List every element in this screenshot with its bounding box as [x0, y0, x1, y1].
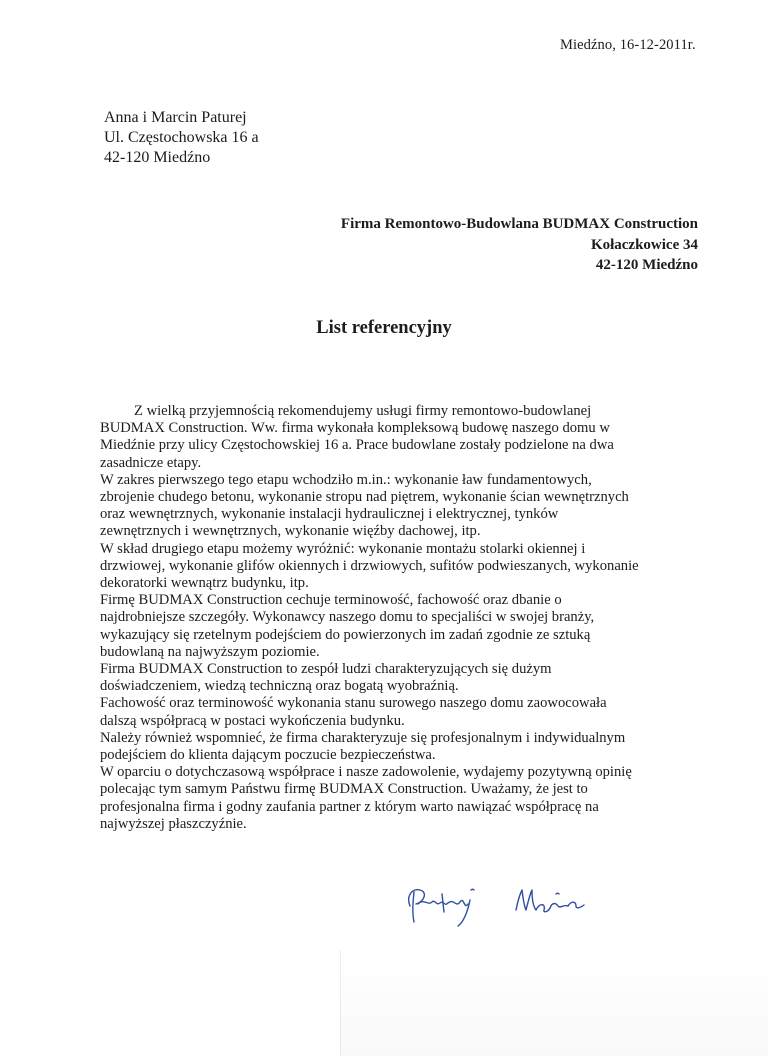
sender-address [104, 108, 259, 168]
body-line: W zakres pierwszego tego etapu wchodziło m.in.: wykonanie ław fundamentowych, [100, 471, 592, 488]
body-line: Firmę BUDMAX Construction cechuje terminowość, fachowość oraz dbanie o [100, 592, 562, 609]
letter-date: Miedźno, 16-12-2011r. [560, 37, 696, 53]
body-line: podejściem do klienta dającym poczucie bezpieczeństwa. [100, 747, 436, 764]
body-line: Z wielką przyjemnością rekomendujemy usługi firmy remontowo-budowlanej [134, 403, 592, 419]
body-line: polecając tym samym Państwu firmę BUDMAX Construction. Uważamy, że jest to [100, 781, 588, 798]
body-line: oraz wewnętrznych, wykonanie instalacji hydraulicznej i elektrycznej, tynków [100, 506, 559, 523]
body-line: wykazujący się rzetelnym podejściem do powierzonych im zadań zgodnie ze sztuką [100, 626, 591, 643]
body-line: dalszą współpracą w postaci wykończenia budynku. [100, 712, 405, 729]
body-line: zewnętrznych i wewnętrznych, wykonanie więźby dachowej, itp. [100, 523, 481, 540]
body-line: zbrojenie chudego betonu, wykonanie stropu nad piętrem, wykonanie ścian wewnętrznych [100, 489, 629, 506]
recipient-company: Firma Remontowo-Budowlana BUDMAX Construction [340, 216, 698, 232]
body-line: budowlaną na najwyższym poziomie. [100, 643, 320, 660]
body-line: W oparciu o dotychczasową współprace i nasze zadowolenie, wydajemy pozytywną opinię [100, 764, 632, 781]
sender-street: Ul. Częstochowska 16 a [104, 129, 259, 146]
letter-body [100, 403, 700, 833]
body-line: Fachowość oraz terminowość wykonania stanu surowego naszego domu zaowocowała [100, 695, 607, 712]
body-line: dekoratorki wewnątrz budynku, itp. [100, 575, 309, 592]
body-line: W skład drugiego etapu możemy wyróżnić: wykonanie montażu stolarki okiennej i [100, 540, 586, 557]
body-line: najdrobniejsze szczegóły. Wykonawcy naszego domu to specjaliści w swojej branży, [100, 609, 595, 626]
scan-edge-line [340, 950, 341, 1056]
sender-city: 42-120 Miedźno [104, 149, 211, 166]
handwritten-signature-icon [398, 876, 598, 930]
sender-name: Anna i Marcin Paturej [104, 109, 247, 126]
body-line: doświadczeniem, wiedzą techniczną oraz bogatą wyobraźnią. [100, 678, 459, 695]
body-line: profesjonalna firma i godny zaufania partner z którym warto nawiązać współpracę na [100, 798, 599, 815]
recipient-address [341, 214, 698, 276]
recipient-street: Kołaczkowice 34 [590, 236, 698, 253]
scan-shadow [340, 950, 768, 1056]
body-line: zasadnicze etapy. [100, 454, 202, 471]
body-line: Firma BUDMAX Construction to zespół ludzi charakteryzujących się dużym [100, 661, 552, 678]
body-line: drzwiowej, wykonanie glifów okiennych i drzwiowych, sufitów podwieszanych, wykonanie [100, 557, 639, 574]
recipient-city: 42-120 Miedźno [595, 257, 698, 273]
body-line: najwyższej płaszczyźnie. [100, 815, 247, 832]
letter-title: List referencyjny [316, 318, 452, 338]
body-line: BUDMAX Construction. Ww. firma wykonała kompleksową budowę naszego domu w [100, 420, 610, 437]
body-line: Należy również wspomnieć, że firma charakteryzuje się profesjonalnym i indywidualnym [100, 729, 626, 746]
body-line: Miedźnie przy ulicy Częstochowskiej 16 a. Prace budowlane zostały podzielone na dwa [100, 437, 614, 454]
